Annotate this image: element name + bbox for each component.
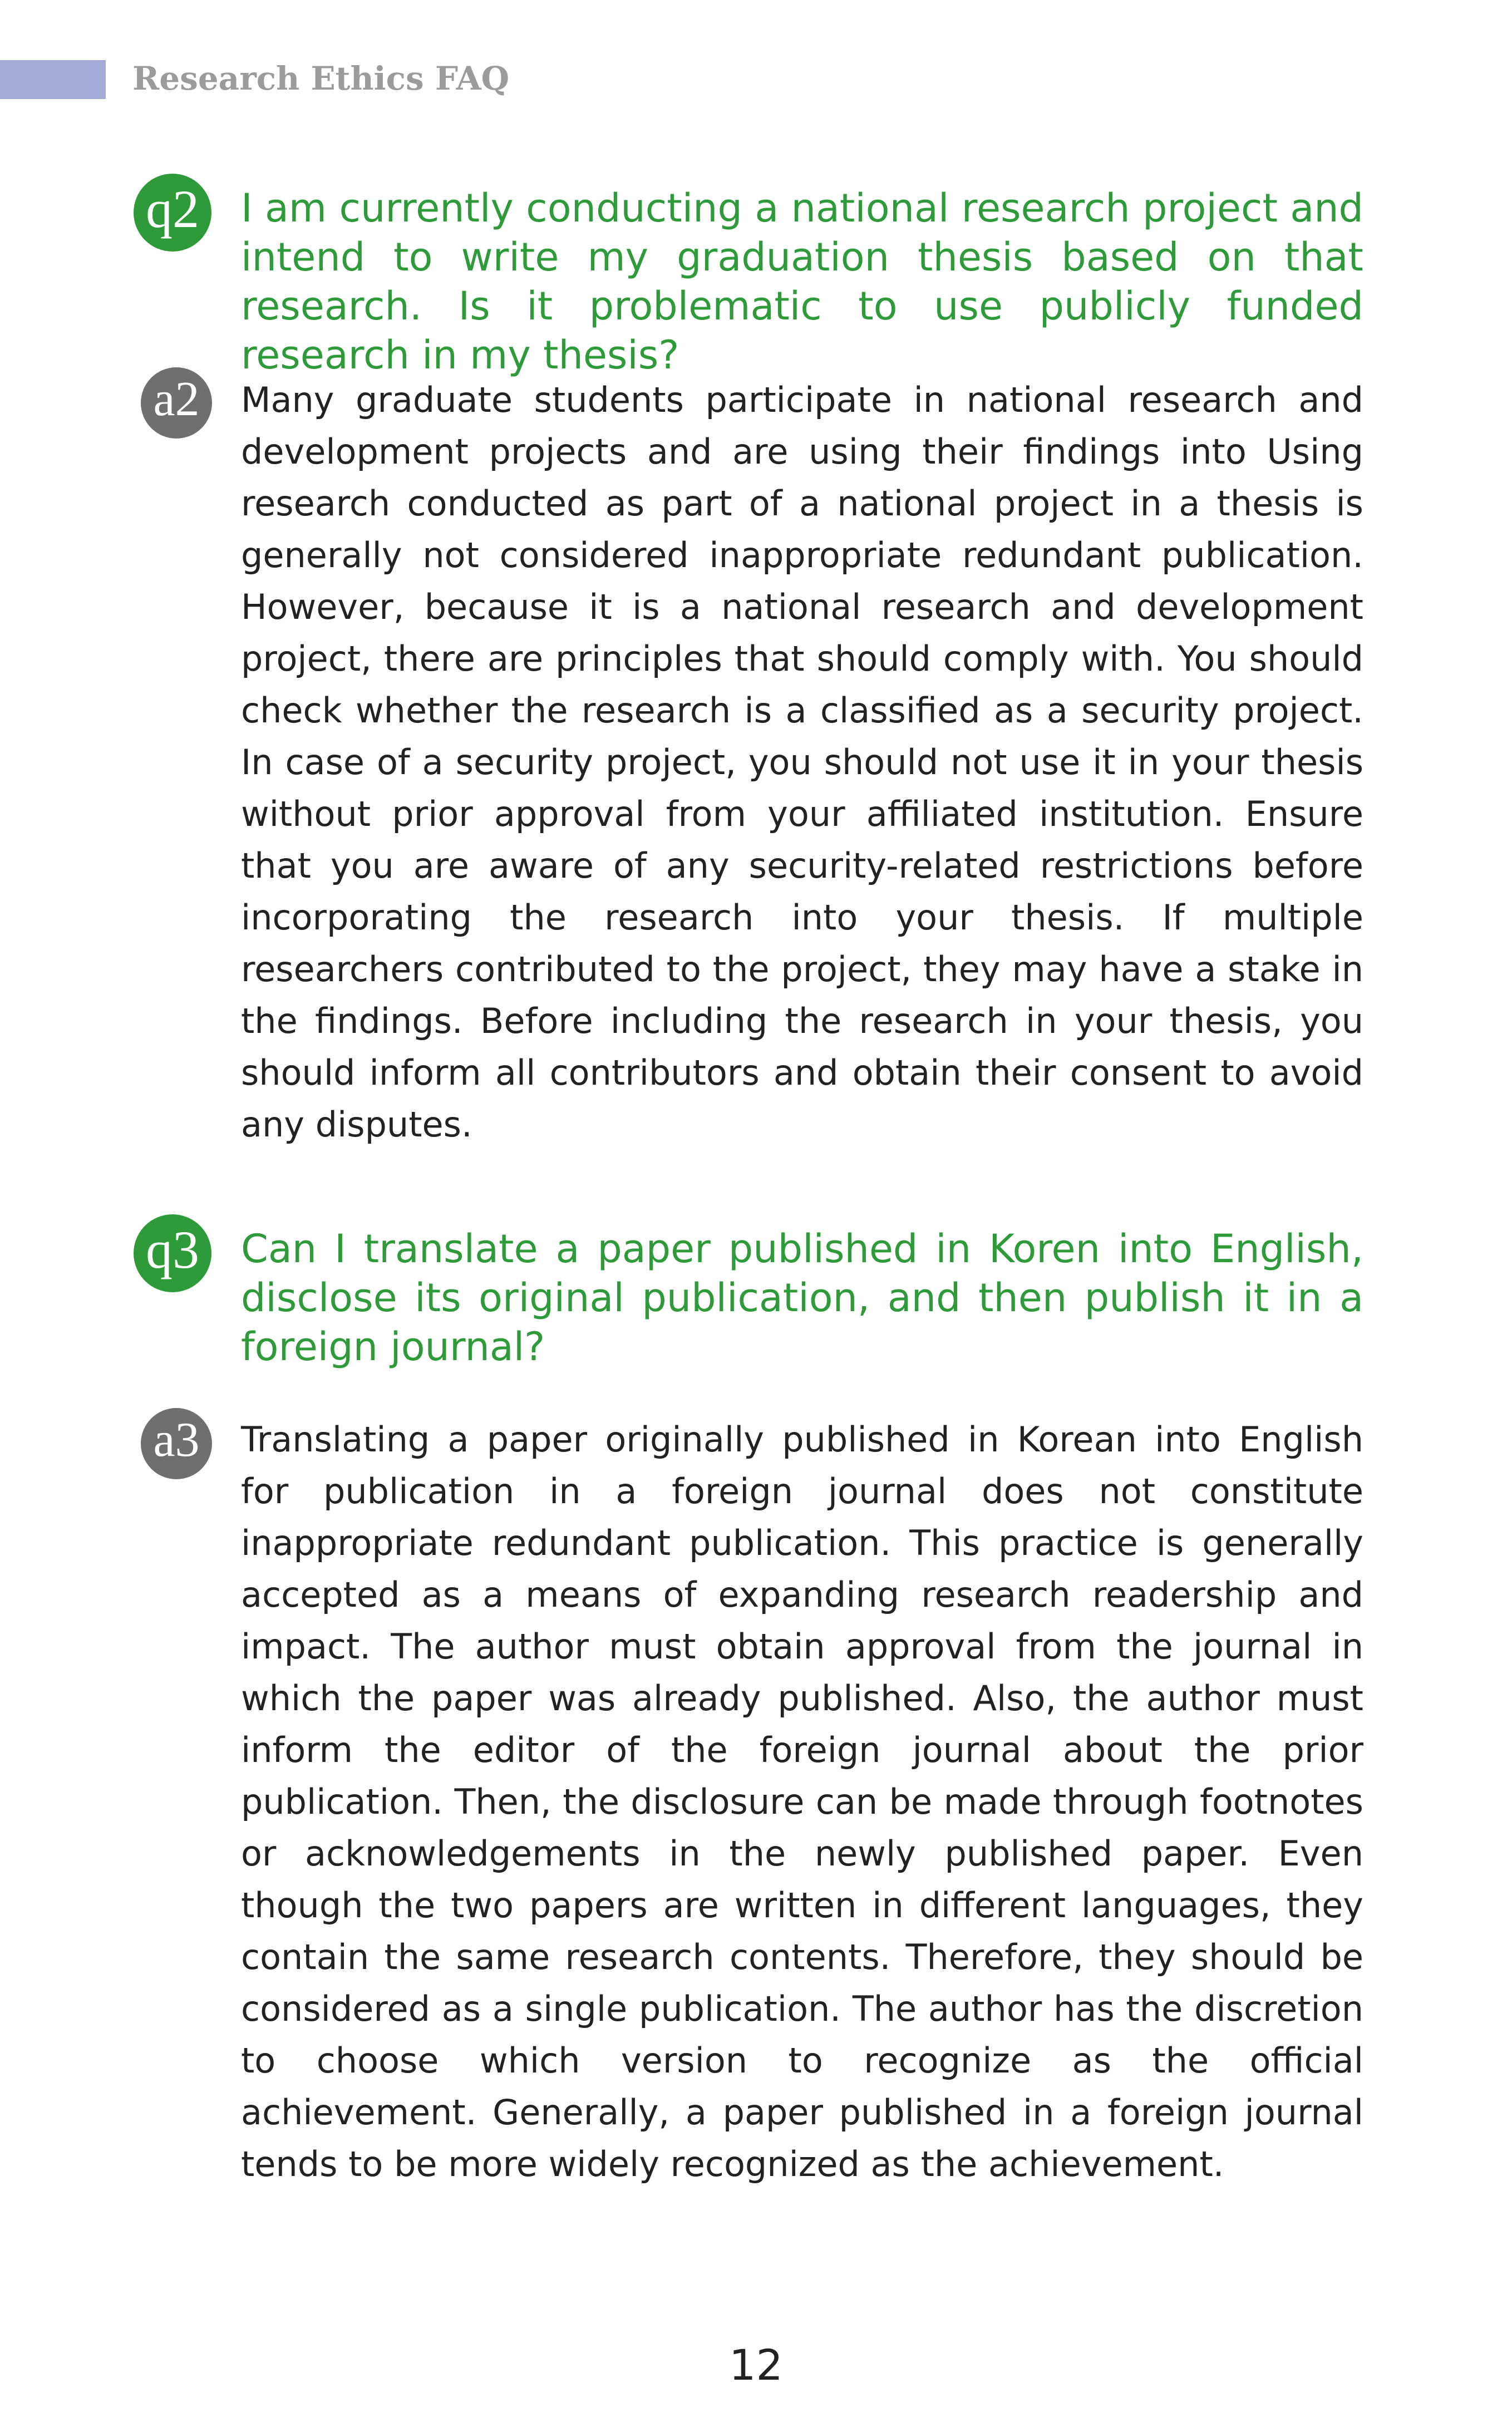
- answer-text-a3: Translating a paper originally published in Korean into English for publication in a foreign journal does not constitute inappropriate redundant publication. This practice is generally accepted as a means of expanding research readership and impact. The author must obtain approval from the journal in which the paper was already published. Also, the author must inform the editor of the foreign journal about the prior publication. Then, the disclosure can be made through footnotes or acknowledgements in the newly published paper. Even though the two papers are written in different languages, they contain the same research contents. Therefore, they should be considered as a single publication. The author has the discretion to choose which version to recognize as the official achievement. Generally, a paper published in a foreign journal tends to be more widely recognized as the achievement.: [241, 1419, 1363, 2184]
- answer-badge-a3: a3: [141, 1408, 212, 1479]
- question-text-q3: Can I translate a paper published in Koren into English, disclose its original publication, and then publish it in a foreign journal?: [241, 1226, 1363, 1370]
- answer-text-a2: Many graduate students participate in national research and development projects and are using their findings into Using research conducted as part of a national project in a thesis is generally not considered inappropriate redundant publication. However, because it is a national research and development project, there are principles that should comply with. You should check whether the research is a classified as a security project. In case of a security project, you should not use it in your thesis without prior approval from your affiliated institution. Ensure that you are aware of any security-related restrictions before incorporating the research into your thesis. If multiple researchers contributed to the project, they may have a stake in the findings. Before including the research in your thesis, you should inform all contributors and obtain their consent to avoid any disputes.: [241, 380, 1363, 1145]
- answer-badge-a2: a2: [141, 367, 212, 439]
- running-header-title: Research Ethics FAQ: [132, 60, 510, 97]
- page-number: 12: [729, 2340, 783, 2390]
- question-badge-q3: q3: [134, 1214, 211, 1292]
- header-color-bar: [0, 60, 106, 99]
- question-badge-q2: q2: [134, 174, 211, 252]
- question-text-q2: I am currently conducting a national research project and intend to write my graduation thesis based on that research. Is it problematic to use publicly funded research in my thesis?: [241, 185, 1363, 378]
